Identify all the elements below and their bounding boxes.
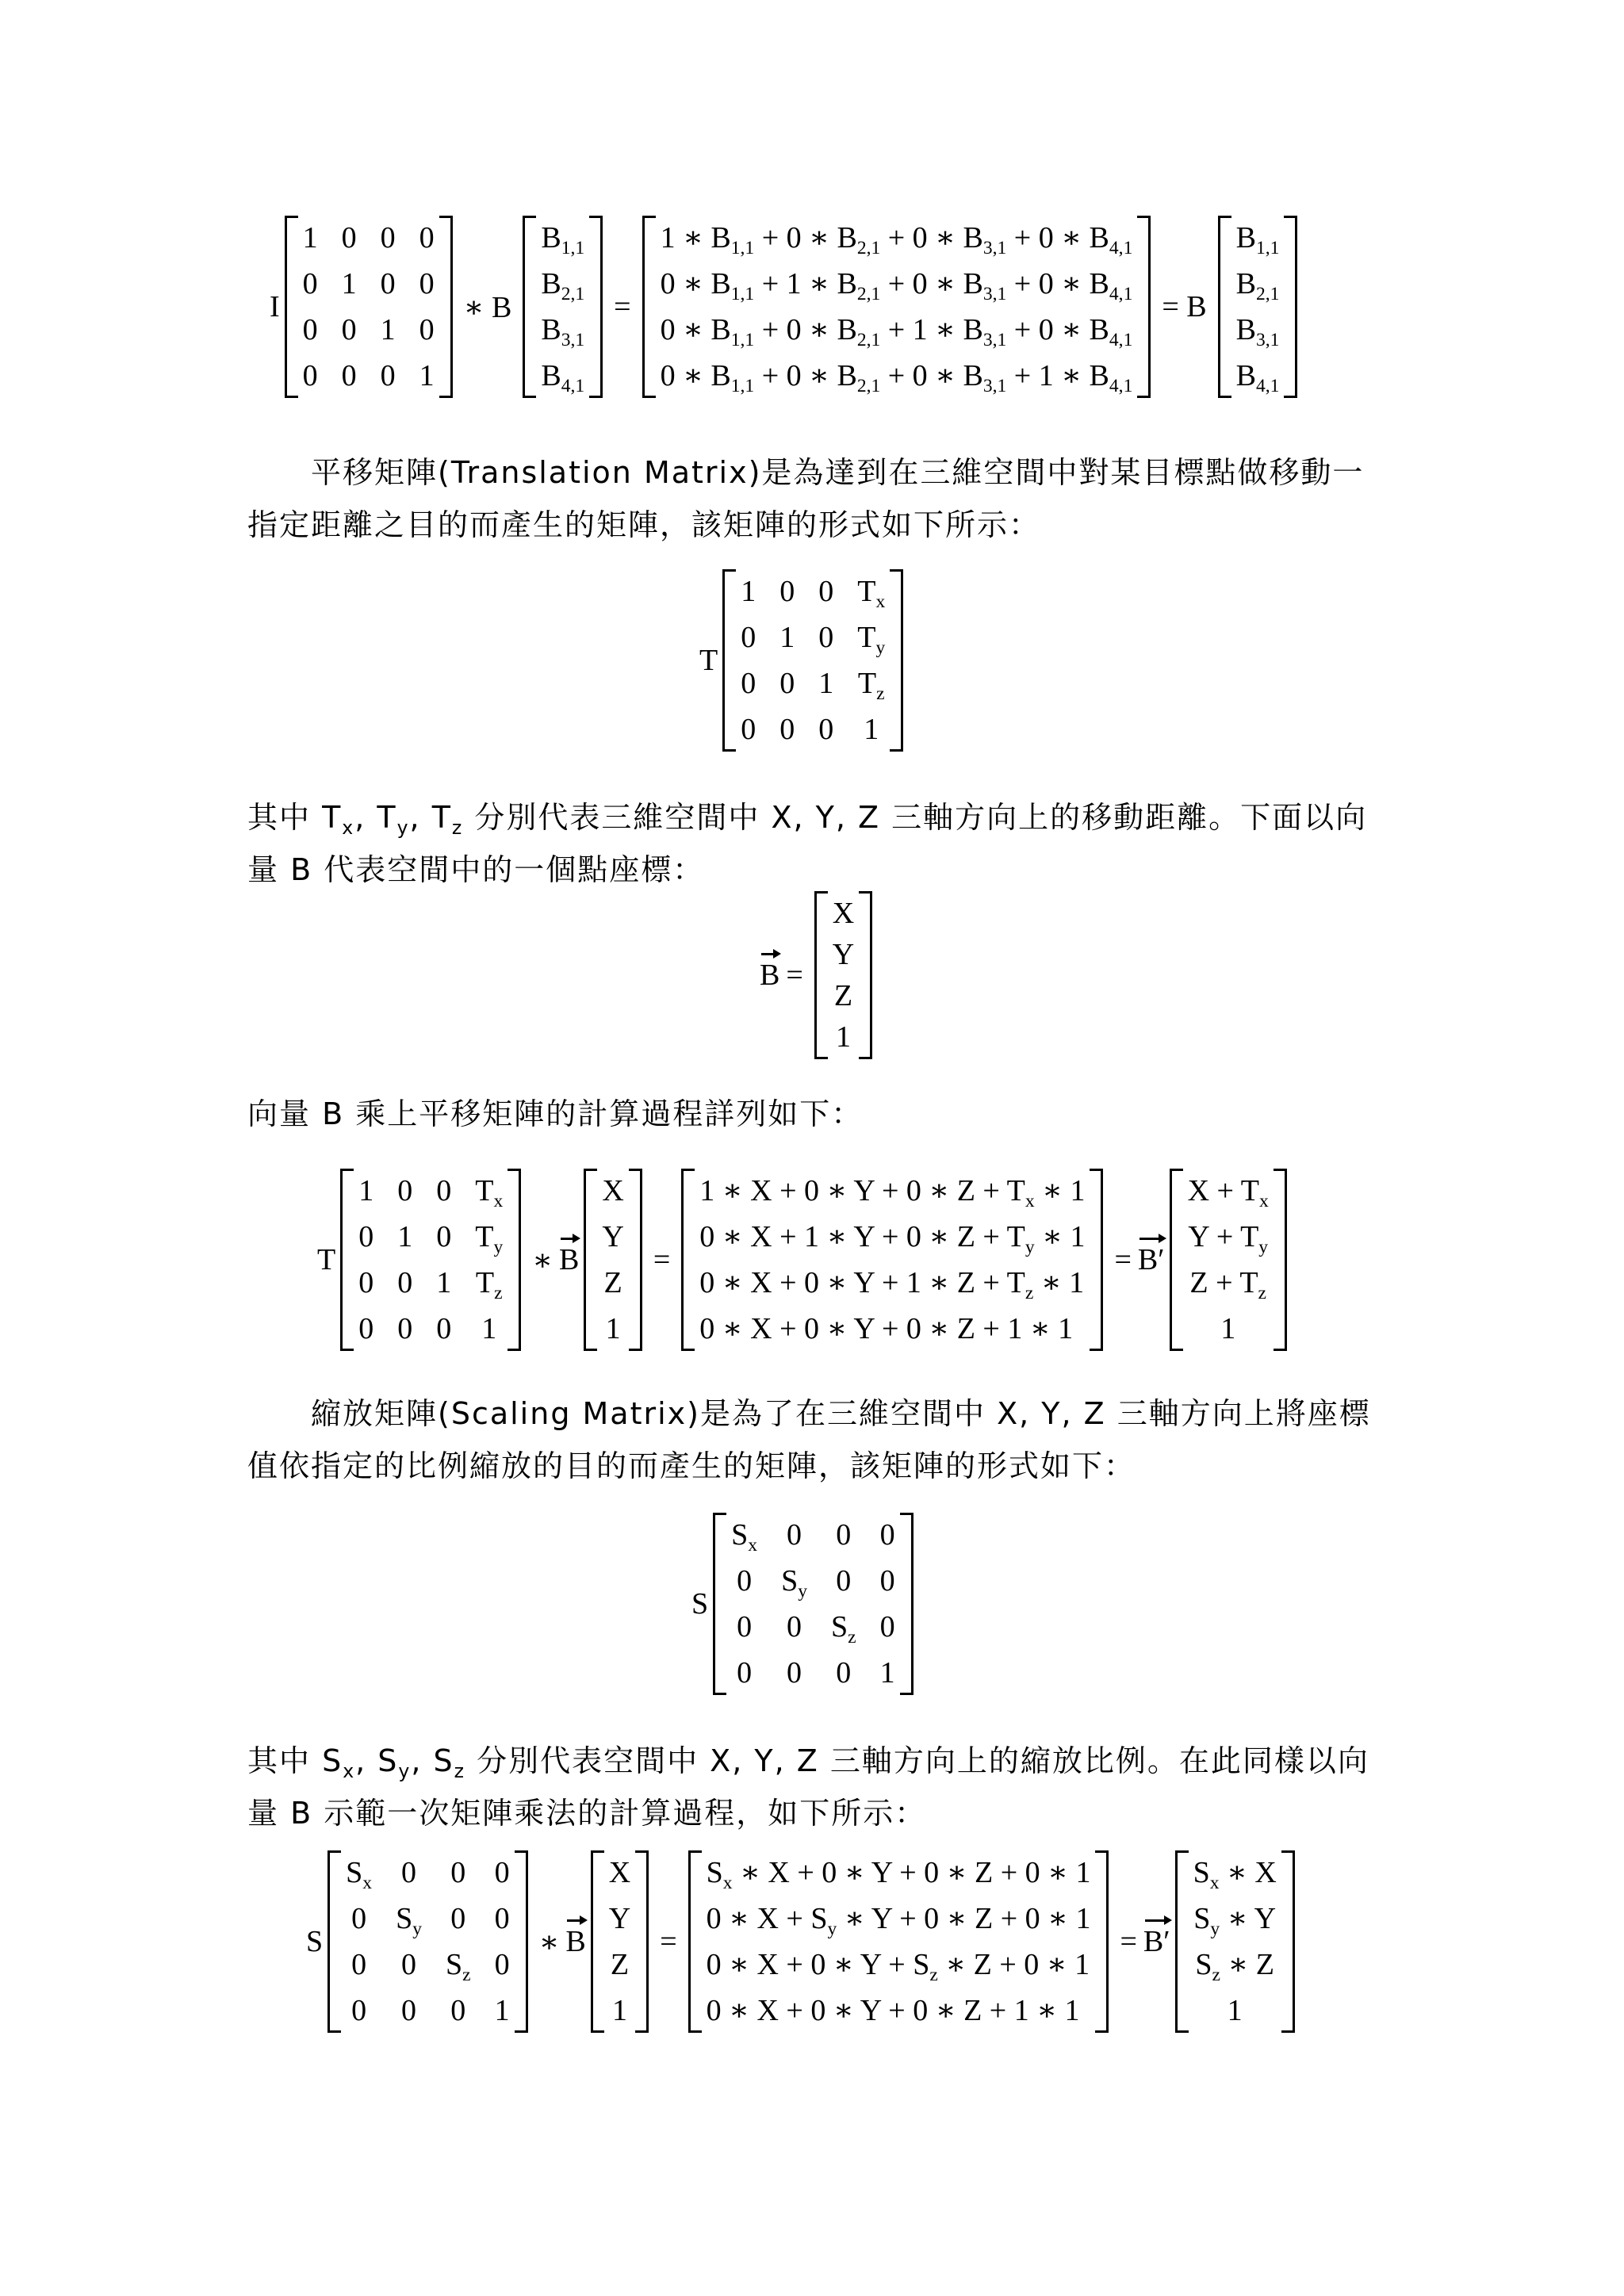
translation-cell: 1 [358, 1174, 374, 1207]
text-segment: , S [355, 1743, 399, 1778]
identity-cell: 0 [302, 313, 318, 346]
translation-cell: $T_x$ [857, 575, 886, 613]
b-vector-symbol: B [559, 1243, 580, 1276]
identity-cell: 0 [380, 221, 396, 254]
b-vector-cell: $B_{4,1}$ [541, 359, 585, 397]
b-vector-cell: X [832, 897, 855, 930]
scaling-symbol: S [306, 1925, 324, 1958]
multiply-sign: ∗ [538, 1925, 560, 1959]
b-vector-cell: 1 [605, 1312, 621, 1345]
b-vector-symbol: B [760, 959, 780, 992]
b-vector-cell: Z [833, 979, 853, 1012]
equals-sign: = [1120, 1925, 1137, 1958]
translation-matrix-equation [699, 569, 908, 752]
b-vector-cell: Z [603, 1266, 622, 1299]
translation-cell: 0 [358, 1266, 374, 1299]
b-vector-matrix [814, 891, 872, 1059]
scaling-cell: 0 [351, 1994, 367, 2027]
translation-cell: 0 [358, 1220, 374, 1253]
translation-cell: 0 [779, 575, 795, 608]
scaling-cell: 0 [401, 1948, 417, 1981]
translation-cell: 1 [779, 621, 795, 654]
scaling-cell: 0 [351, 1902, 367, 1935]
b-result-vector [1218, 216, 1298, 398]
identity-cell: 0 [380, 359, 396, 392]
translation-cell: 0 [358, 1312, 374, 1345]
translation-cell: 0 [741, 621, 756, 654]
translation-calc-equation [317, 1169, 1292, 1351]
b-vector-cell: $B_{3,1}$ [1235, 313, 1280, 351]
translation-intro-paragraph: 平移矩陣(Translation Matrix)是為達到在三維空間中對某目標點做移動一指定距離之目的而產生的矩陣，該矩陣的形式如下所示： [247, 455, 1365, 542]
equals-sign: = [653, 1243, 671, 1276]
translation-cell: 0 [436, 1312, 452, 1345]
equals-sign: = [614, 290, 631, 323]
expanded-row: 0 ∗ X + 0 ∗ $Y + S_z$ ∗ Z + 0 ∗ 1 [706, 1948, 1090, 1986]
b-vector-symbol: B [565, 1925, 586, 1958]
scaling-cell: 0 [494, 1902, 510, 1935]
b-vector-cell: X [602, 1174, 624, 1207]
translation-cell: 0 [397, 1312, 413, 1345]
expanded-row: 0 ∗ X + 1 ∗ Y + 0 ∗ $Z + T_y$ ∗ 1 [699, 1220, 1086, 1258]
translation-cell: 0 [818, 575, 834, 608]
b-vector-cell: Y [832, 938, 855, 971]
expanded-row: 0 ∗ $B_{1,1} + 0$ ∗ $B_{2,1} + 1$ ∗ $B_{3,1} + 0$ ∗ $B_{4,1}$ [660, 313, 1133, 351]
scaling-cell: 1 [494, 1994, 510, 2027]
result-cell: $S_x$ ∗ X [1193, 1856, 1277, 1894]
identity-cell: 0 [341, 359, 357, 392]
expanded-translation-matrix [681, 1169, 1103, 1351]
scaling-cell: $S_y$ [396, 1902, 422, 1940]
identity-cell: 0 [419, 267, 435, 300]
b-vector-cell: $B_{4,1}$ [1235, 359, 1280, 397]
result-cell: $S_z$ ∗ Z [1195, 1948, 1274, 1986]
scaling-cell: $S_z$ [445, 1948, 471, 1986]
result-cell: $Z + T_z$ [1189, 1266, 1266, 1304]
multiply-b-label: ∗ B [463, 290, 512, 324]
scaling-cell: $S_y$ [781, 1564, 807, 1602]
b-vector-cell: 1 [611, 1994, 627, 2027]
b-vector-cell: Z [610, 1948, 630, 1981]
multiply-sign: ∗ [532, 1243, 553, 1277]
scaling-cell: $S_x$ [346, 1856, 373, 1894]
scaling-cell: 0 [787, 1656, 802, 1689]
identity-equation [270, 216, 1302, 398]
translation-cell: 0 [436, 1220, 452, 1253]
expanded-row: 0 ∗ $B_{1,1} + 0$ ∗ $B_{2,1} + 0$ ∗ $B_{3,1} + 1$ ∗ $B_{4,1}$ [660, 359, 1133, 397]
identity-matrix [285, 216, 453, 398]
b-column-vector [591, 1850, 649, 2033]
scaling-calc-equation [306, 1850, 1300, 2033]
expanded-row: 0 ∗ X + 0 ∗ Y + 1 ∗ $Z + T_z$ ∗ 1 [699, 1266, 1085, 1304]
result-cell: 1 [1227, 1994, 1243, 2027]
translation-cell: 1 [864, 713, 879, 746]
translation-description-paragraph [247, 791, 1389, 896]
identity-cell: 1 [341, 267, 357, 300]
b-prime-symbol: B′ [1137, 1243, 1165, 1276]
translation-cell: 1 [397, 1220, 413, 1253]
identity-cell: 0 [302, 267, 318, 300]
translation-cell: $T_z$ [475, 1266, 503, 1304]
translation-calc-paragraph: 向量 B 乘上平移矩陣的計算過程詳列如下： [247, 1096, 864, 1131]
expanded-row: 1 ∗ $B_{1,1} + 0$ ∗ $B_{2,1} + 0$ ∗ $B_{3,1} + 0$ ∗ $B_{4,1}$ [660, 221, 1133, 259]
scaling-cell: 0 [836, 1564, 852, 1598]
text-segment: , T [354, 800, 397, 835]
result-cell: $S_y$ ∗ Y [1193, 1902, 1277, 1940]
identity-cell: 0 [380, 267, 396, 300]
scaling-cell: 0 [401, 1856, 417, 1889]
expanded-product-matrix [642, 216, 1151, 398]
scaling-cell: 0 [737, 1656, 753, 1689]
scaling-cell: 0 [787, 1518, 802, 1552]
equals-b-label: = B [1162, 290, 1207, 323]
identity-cell: 1 [302, 221, 318, 254]
scaling-cell: 0 [351, 1948, 367, 1981]
subscript: x [342, 817, 355, 840]
scaling-cell: 0 [401, 1994, 417, 2027]
expanded-row: 0 ∗ $B_{1,1} + 1$ ∗ $B_{2,1} + 0$ ∗ $B_{3,1} + 0$ ∗ $B_{4,1}$ [660, 267, 1133, 305]
translation-cell: $T_x$ [475, 1174, 504, 1212]
b-vector-cell: $B_{2,1}$ [1235, 267, 1280, 305]
scaling-description-paragraph [247, 1735, 1389, 1839]
scaling-cell: 0 [836, 1656, 852, 1689]
scaling-cell: 0 [879, 1564, 895, 1598]
translation-symbol: T [317, 1243, 336, 1276]
b-vector-cell: $B_{3,1}$ [541, 313, 585, 351]
expanded-row: 0 ∗ $X + S_y$ ∗ Y + 0 ∗ Z + 0 ∗ 1 [706, 1902, 1091, 1940]
subscript: z [451, 817, 464, 840]
subscript: y [396, 817, 410, 840]
scaling-intro-paragraph: 縮放矩陣(Scaling Matrix)是為了在三維空間中 X, Y, Z 三軸方向上將座標值依指定的比例縮放的目的而產生的矩陣，該矩陣的形式如下： [247, 1396, 1371, 1483]
identity-cell: 0 [302, 359, 318, 392]
translation-cell: 1 [436, 1266, 452, 1299]
b-vector-cell: Y [602, 1220, 624, 1253]
identity-cell: 0 [419, 313, 435, 346]
expanded-row: $S_x$ ∗ X + 0 ∗ Y + 0 ∗ Z + 0 ∗ 1 [706, 1856, 1091, 1894]
scaling-matrix [713, 1513, 913, 1695]
scaling-cell: 0 [836, 1518, 852, 1552]
translation-cell: 0 [397, 1266, 413, 1299]
identity-symbol: I [270, 290, 280, 323]
translation-cell: $T_z$ [857, 667, 885, 705]
translation-cell: 0 [741, 667, 756, 700]
expanded-row: 1 ∗ X + 0 ∗ Y + 0 ∗ $Z + T_x$ ∗ 1 [699, 1174, 1086, 1212]
result-cell: 1 [1220, 1312, 1236, 1345]
scaling-cell: 0 [737, 1564, 753, 1598]
result-cell: $X + T_x$ [1187, 1174, 1269, 1212]
translation-cell: 0 [818, 621, 834, 654]
subscript: y [398, 1760, 412, 1783]
scaling-cell: 0 [450, 1994, 466, 2027]
text-segment: , S [411, 1743, 454, 1778]
scaling-cell: 0 [737, 1610, 753, 1644]
translation-cell: 0 [779, 667, 795, 700]
translation-cell: 1 [741, 575, 756, 608]
b-vector-cell: $B_{2,1}$ [541, 267, 585, 305]
scaling-cell: 0 [787, 1610, 802, 1644]
b-vector-cell: X [608, 1856, 631, 1889]
scaling-cell: 0 [879, 1610, 895, 1644]
translation-cell: 1 [481, 1312, 497, 1345]
scaling-cell: $S_x$ [731, 1518, 758, 1556]
scaling-cell: 0 [494, 1948, 510, 1981]
scaling-cell: 0 [450, 1902, 466, 1935]
translation-cell: $T_y$ [857, 621, 886, 659]
scaled-result-vector [1175, 1850, 1295, 2033]
identity-cell: 0 [341, 221, 357, 254]
result-cell: $Y + T_y$ [1188, 1220, 1269, 1258]
text-segment: 分別代表三維空間中 X, Y, Z 三軸方向上的移動距離。下面以向量 B 代表空間中的一個點座標： [247, 800, 1368, 887]
scaling-matrix [327, 1850, 527, 2033]
b-vector-cell: Y [608, 1902, 631, 1935]
subscript: x [343, 1760, 356, 1783]
identity-cell: 0 [341, 313, 357, 346]
translation-cell: 0 [397, 1174, 413, 1207]
scaling-cell: $S_z$ [830, 1610, 856, 1648]
translation-cell: $T_y$ [475, 1220, 504, 1258]
translation-cell: 1 [818, 667, 834, 700]
b-vector-equation [760, 891, 877, 1059]
translation-cell: 0 [818, 713, 834, 746]
expanded-scaling-matrix [688, 1850, 1109, 2033]
translated-result-vector [1170, 1169, 1287, 1351]
text-segment: 分別代表空間中 X, Y, Z 三軸方向上的縮放比例。在此同樣以向量 B 示範一次矩陣乘法的計算過程，如下所示： [247, 1743, 1369, 1831]
translation-symbol: T [699, 644, 718, 677]
expanded-row: 0 ∗ X + 0 ∗ Y + 0 ∗ Z + 1 ∗ 1 [706, 1994, 1080, 2027]
scaling-cell: 0 [879, 1518, 895, 1552]
b-column-vector [523, 216, 603, 398]
b-vector-cell: 1 [836, 1020, 852, 1054]
subscript: z [454, 1760, 466, 1783]
equals-sign: = [1114, 1243, 1132, 1276]
text-segment: 其中 S [247, 1743, 343, 1778]
b-column-vector [584, 1169, 642, 1351]
translation-cell: 0 [436, 1174, 452, 1207]
identity-cell: 0 [419, 221, 435, 254]
translation-cell: 0 [779, 713, 795, 746]
identity-cell: 1 [380, 313, 396, 346]
translation-matrix [340, 1169, 521, 1351]
equals-sign: = [786, 959, 803, 992]
text-segment: , T [409, 800, 452, 835]
equals-sign: = [660, 1925, 677, 1958]
scaling-matrix-equation [691, 1513, 918, 1695]
text-segment: 其中 T [247, 800, 343, 835]
expanded-row: 0 ∗ X + 0 ∗ Y + 0 ∗ Z + 1 ∗ 1 [699, 1312, 1074, 1345]
scaling-cell: 1 [879, 1656, 895, 1689]
b-prime-symbol: B′ [1143, 1925, 1170, 1958]
identity-cell: 1 [419, 359, 435, 392]
b-vector-cell: $B_{1,1}$ [1235, 221, 1280, 259]
scaling-cell: 0 [494, 1856, 510, 1889]
translation-cell: 0 [741, 713, 756, 746]
scaling-cell: 0 [450, 1856, 466, 1889]
translation-matrix [722, 569, 903, 752]
scaling-symbol: S [691, 1587, 709, 1621]
b-vector-cell: $B_{1,1}$ [541, 221, 585, 259]
